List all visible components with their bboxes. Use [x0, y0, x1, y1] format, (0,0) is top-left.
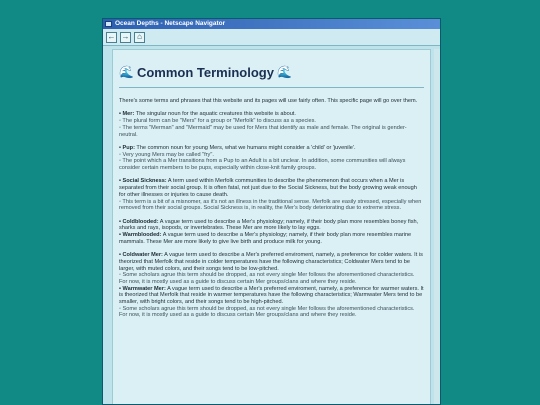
term-water-mer	[119, 252, 424, 319]
term-note: ◦ The point which a Mer transitions from a Pup to an Adult is a bit unclear. In addition, some communities will always consider certain members to be pups, especially within close-knit family groups.	[119, 158, 406, 171]
app-icon	[105, 21, 112, 27]
term-label: • Pup:	[119, 144, 135, 151]
term-blooded	[119, 219, 424, 246]
term-social-sickness	[119, 178, 424, 212]
page-title-text: Common Terminology	[136, 64, 274, 80]
intro-paragraph: There's some terms and phrases that this website and its pages will use fairly often. This specific page will go over them.	[119, 98, 418, 104]
page-title	[113, 50, 430, 83]
term-note: ◦ This term is a bit of a misnomer, as it's not an illness in the traditional sense. Merfolk are easily stressed, especially when removed from their social groups. Social Sickness is, in reality, the Mer's body deteriorating due to extreme stress.	[119, 198, 422, 212]
window-title: Ocean Depths - Netscape Navigator	[115, 20, 226, 27]
term-note: ◦ Very young Mers may be called "fry".	[119, 151, 214, 158]
term-mer	[119, 111, 424, 138]
wave-icon: 🌊	[276, 65, 292, 79]
home-button[interactable]	[134, 32, 145, 43]
term-definition: A term used within Merfolk communities to describe the phenomenon that occurs when a Mer is separated from their social group. It is often fatal, not just due to the Social Sickness, but the body growing weak enough for other illnesses or injuries to cause death.	[119, 178, 417, 198]
term-definition: A vague term used to describe a Mer's preferred enviroment, namely, a preference for colder waters. It is theorized that Merfolk that reside in colder temperatures have the following characteristics; Coldwater Mers tend to be larger, with muted colors, and their songs tend to be low-pitched.	[119, 252, 423, 272]
term-definition: A vague term used to describe a Mer's physiology; namely, if their body plan more resembles marine mammals. These Mer are more likely to give live birth and produce milk for young.	[119, 232, 412, 245]
forward-arrow-icon: →	[121, 32, 130, 41]
home-icon: ⌂	[137, 32, 142, 41]
forward-button[interactable]	[120, 32, 131, 43]
toolbar	[103, 29, 440, 46]
back-button[interactable]	[106, 32, 117, 43]
scrollbar[interactable]	[434, 49, 440, 405]
term-note: ◦ The terms "Merman" and "Mermaid" may be used for Mers that identify as male and female. The original is gender-neutral.	[119, 124, 407, 138]
title-bar[interactable]	[103, 19, 440, 29]
term-note: ◦ Some scholars agrue this term should be dropped, as not every single Mer follows the aforementioned characteristics. For now, it is mostly used as a guide to discuss certain Mer groups/clans and where they reside.	[119, 305, 415, 319]
term-label: • Coldwater Mer:	[119, 252, 163, 259]
term-definition: The singular noun for the aquatic creatures this website is about.	[134, 111, 296, 118]
back-arrow-icon: ←	[107, 32, 116, 41]
term-label: • Warmblooded:	[119, 232, 162, 238]
term-label: • Social Sickness:	[119, 178, 167, 185]
term-label: • Mer:	[119, 111, 135, 118]
page-body	[113, 88, 430, 319]
term-label: • Coldblooded:	[119, 218, 159, 225]
browser-window	[102, 18, 441, 405]
term-pup	[119, 145, 424, 172]
term-definition: The common noun for young Mers, what we humans might consider a 'child' or 'juvenile'.	[134, 144, 356, 151]
term-definition: A vague term used to describe a Mer's physiology; namely, if their body plan more resembles boney fish, sharks and rays, isopods, or invertebrates. These Mer are more likely to lay eggs.	[119, 218, 419, 232]
term-definition: A vague term used to describe a Mer's preferred enviroment, namely, a preference for warmer waters. It is theorized that Merfolk that reside in warmer temperatures have the following characteristics; Warmwater Mers tend to be smaller, with bright colors, and their songs tend to be high-pitched.	[119, 285, 424, 306]
term-note: ◦ The plural form can be "Mers" for a group or "Merfolk" to discuss as a species.	[119, 118, 316, 125]
term-label: • Warmwater Mer:	[119, 285, 166, 292]
page-content	[112, 49, 431, 405]
wave-icon: 🌊	[119, 65, 134, 79]
term-note: ◦ Some scholars agrue this term should be dropped, as not every single Mer follows the aforementioned characteristics. For now, it is mostly used as a guide to discuss certain Mer groups/clans and where they reside.	[119, 272, 415, 285]
